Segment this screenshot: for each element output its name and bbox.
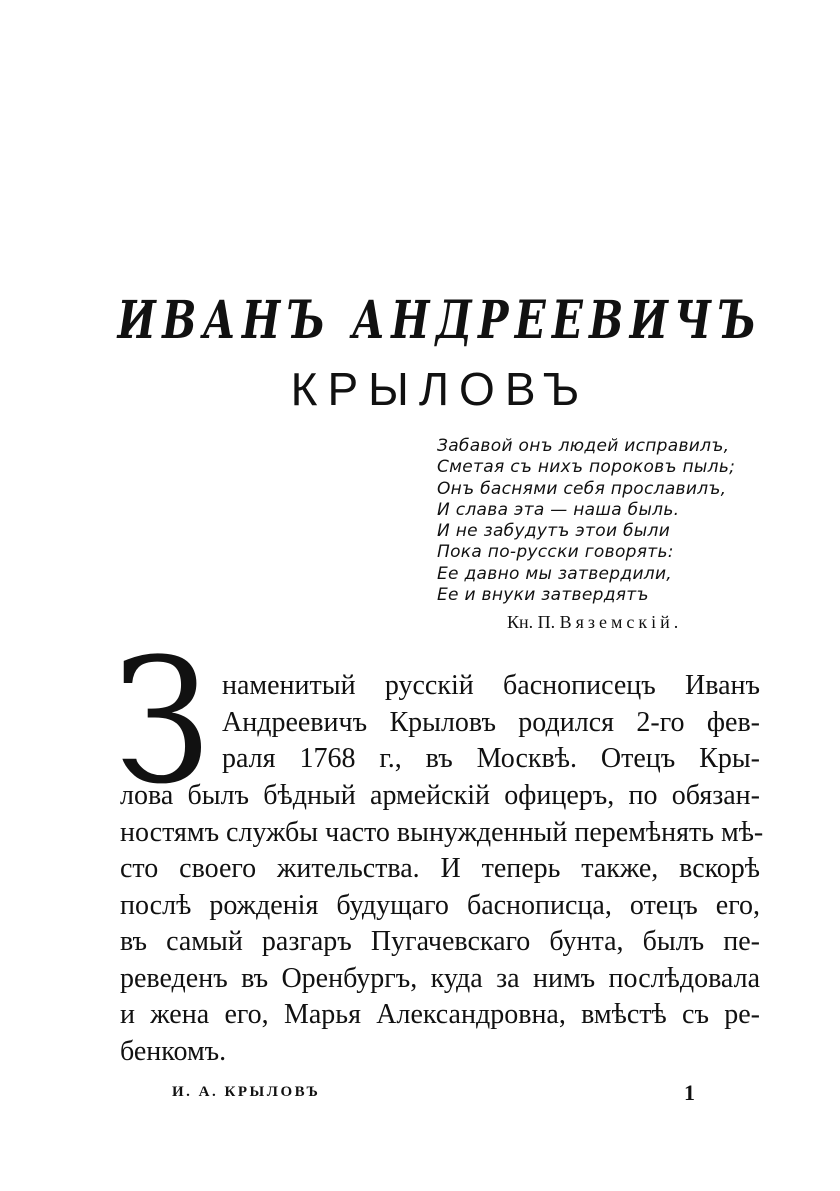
body-paragraph	[120, 778, 764, 1070]
epigraph	[437, 436, 817, 606]
epigraph-line: И не забудутъ этои были	[437, 521, 671, 542]
epigraph-author	[507, 612, 682, 633]
body-line: Андреевичъ Крыловъ родился 2-го фев-	[222, 706, 760, 738]
page-title-surname: КРЫЛОВЪ	[290, 363, 590, 415]
running-head: И. А. КРЫЛОВЪ	[172, 1084, 321, 1100]
epigraph-line: Ее давно мы затвердили,	[437, 563, 673, 584]
body-line: сто своего жительства. И теперь также, вскорѣ	[120, 853, 760, 884]
page-title-name: ИВАНЪ АНДРЕЕВИЧЪ	[117, 290, 763, 351]
body-line: ностямъ службы часто вынужденный перемѣнять мѣ-	[120, 816, 764, 848]
body-line: и жена его, Марья Александровна, вмѣстѣ съ ре-	[120, 999, 760, 1030]
body-paragraph-intro	[120, 668, 760, 778]
body-line: въ самый разгаръ Пугачевскаго бунта, былъ пе-	[120, 926, 760, 957]
body-line: послѣ рожденія будущаго баснописца, отецъ его,	[120, 889, 760, 921]
epigraph-line: И слава эта — наша быль.	[437, 499, 680, 520]
epigraph-author-prefix: Кн. П.	[507, 612, 556, 632]
epigraph-line: Пока по-русски говорять:	[437, 542, 674, 563]
body-line: наменитый русскій баснописецъ Иванъ	[222, 670, 760, 701]
epigraph-line: Сметая съ нихъ пороковъ пыль;	[437, 457, 736, 478]
body-line: лова былъ бѣдный армейскій офицеръ, по обязан-	[120, 780, 760, 811]
body-line: бенкомъ.	[120, 1035, 227, 1067]
epigraph-line: Ее и внуки затвердятъ	[437, 585, 649, 606]
epigraph-author-name: Вяземскій.	[559, 612, 683, 632]
body-line: раля 1768 г., въ Москвѣ. Отецъ Кры-	[222, 743, 760, 774]
epigraph-line: Онъ баснями себя прославилъ,	[437, 478, 727, 499]
body-line: реведенъ въ Оренбургъ, куда за нимъ послѣдовала	[120, 962, 760, 994]
epigraph-line: Забавой онъ людей исправилъ,	[437, 436, 730, 456]
page-number: 1	[684, 1080, 695, 1105]
drop-cap: З	[114, 621, 211, 822]
